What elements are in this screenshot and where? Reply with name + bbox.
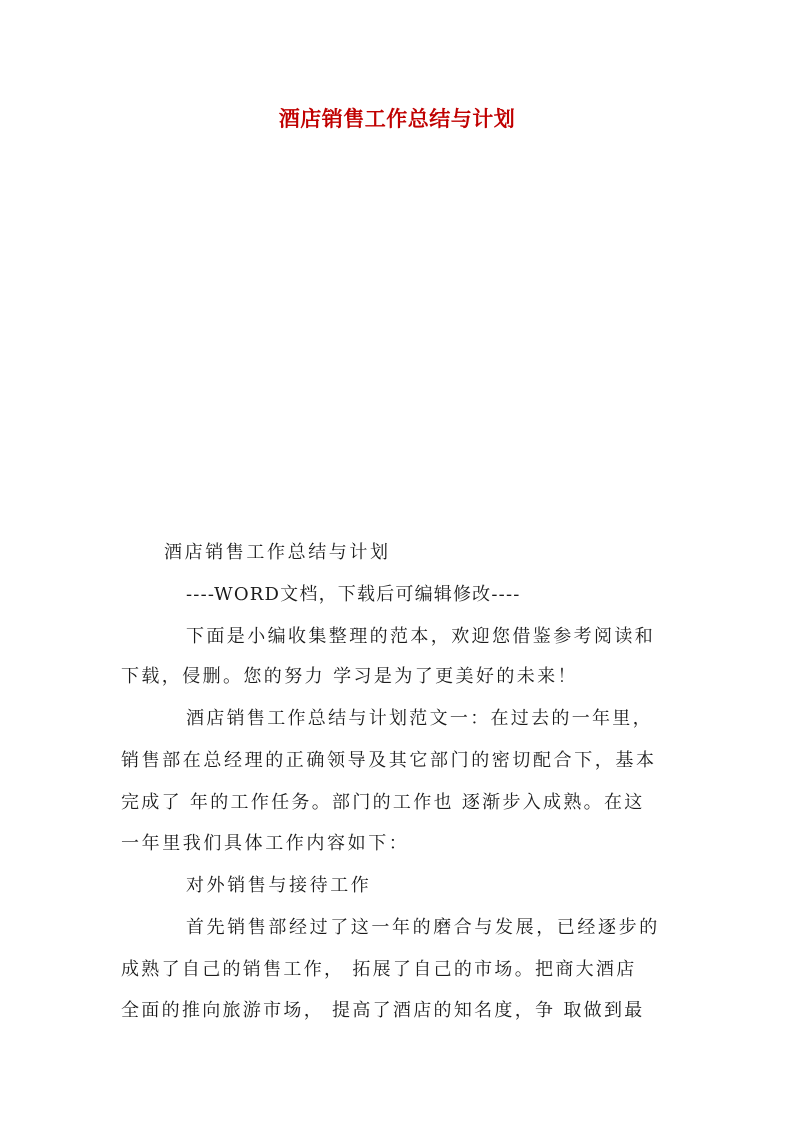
paragraph-line: 下面是小编收集整理的范本，欢迎您借鉴参考阅读和 <box>186 626 656 647</box>
paragraph-line: 下载，侵删。您的努力 学习是为了更美好的未来！ <box>121 666 578 687</box>
paragraph-line: 成熟了自己的销售工作， 拓展了自己的市场。把商大酒店 <box>121 959 637 980</box>
body-heading: 酒店销售工作总结与计划 <box>164 542 391 563</box>
paragraph-line: 酒店销售工作总结与计划范文一：在过去的一年里， <box>186 708 653 729</box>
paragraph-line: 完成了 年的工作任务。部门的工作也 逐渐步入成熟。在这 <box>121 792 645 813</box>
document-title: 酒店销售工作总结与计划 <box>278 106 516 131</box>
word-doc-notice: ----WORD文档，下载后可编辑修改---- <box>186 584 521 605</box>
paragraph-line: 一年里我们具体工作内容如下： <box>121 833 410 854</box>
paragraph-line: 销售部在总经理的正确领导及其它部门的密切配合下，基本 <box>121 750 657 771</box>
paragraph-line: 首先销售部经过了这一年的磨合与发展，已经逐步的 <box>186 917 660 938</box>
paragraph-line: 全面的推向旅游市场， 提高了酒店的知名度，争 取做到最 <box>121 1000 645 1021</box>
section-heading: 对外销售与接待工作 <box>186 875 372 896</box>
